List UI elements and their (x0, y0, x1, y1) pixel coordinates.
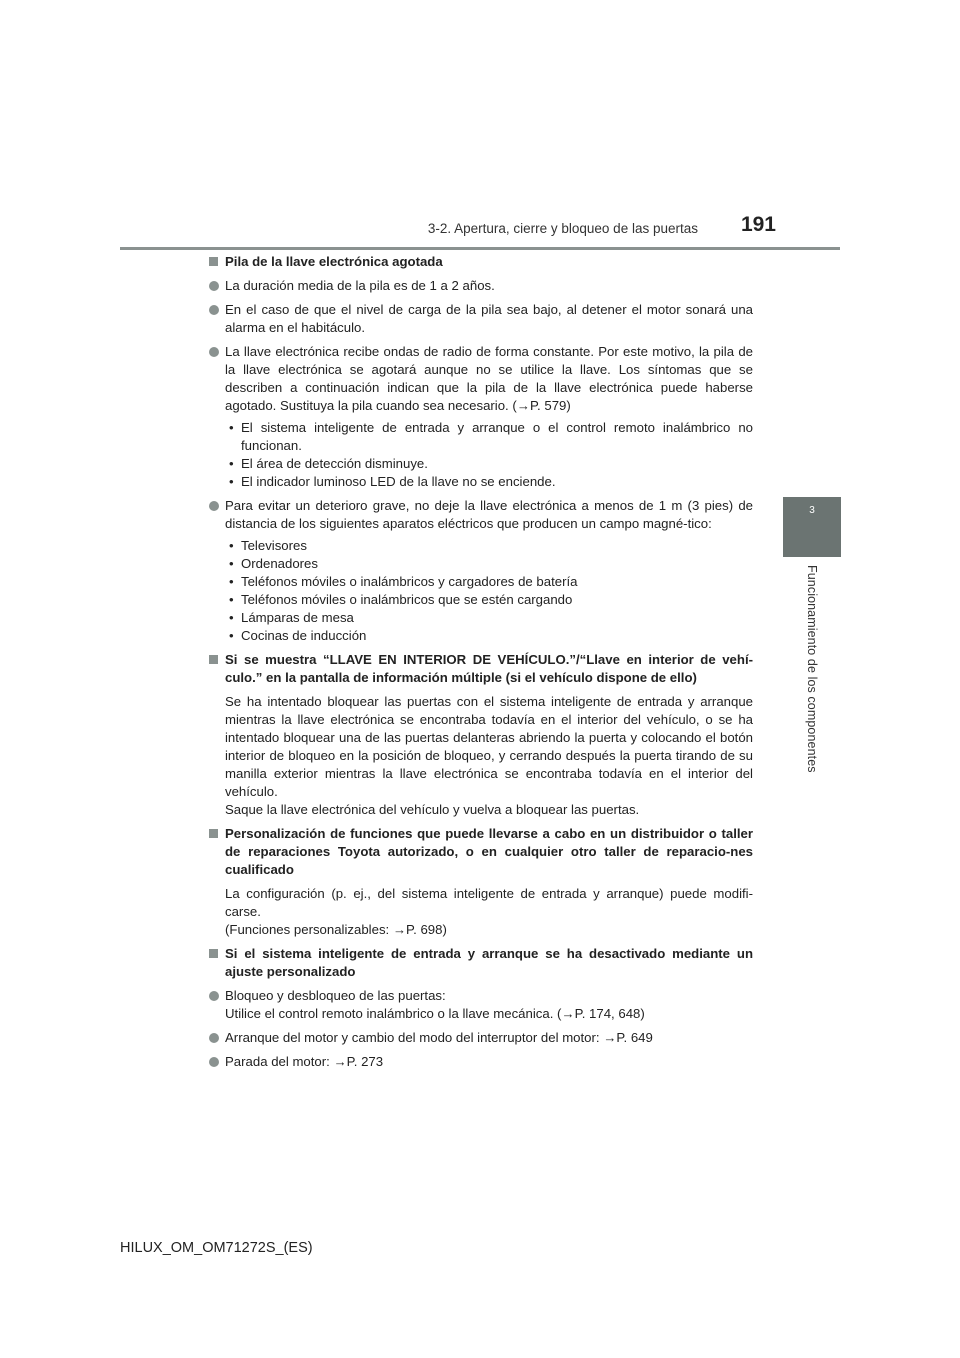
square-bullet-icon (209, 949, 218, 958)
appliance-list (225, 537, 753, 645)
list-item: • Ordenadores (229, 556, 318, 571)
paragraph-text: Saque la llave electrónica del vehículo y vuelva a bloquear las puertas. (225, 802, 640, 817)
section-heading (209, 945, 753, 981)
chapter-tab (783, 497, 841, 557)
section-heading (209, 825, 753, 879)
bullet-item (209, 1029, 753, 1047)
circle-bullet-icon (209, 501, 219, 511)
chapter-label-wrap (783, 565, 841, 780)
bullet-item (209, 277, 753, 295)
symptom-list (225, 419, 753, 491)
heading-text: Pila de la llave electrónica agotada (225, 254, 443, 269)
paragraph-text: La configuración (p. ej., del sistema inteligente de entrada y arranque) puede modifi-carse. (225, 886, 753, 919)
list-item: • Cocinas de inducción (229, 628, 367, 643)
bullet-text: Utilice el control remoto inalámbrico o la llave mecánica. (→P. 174, 648) (225, 1006, 645, 1021)
list-item: • Lámparas de mesa (229, 610, 354, 625)
bullet-item (209, 497, 753, 645)
circle-bullet-icon (209, 1033, 219, 1043)
page-header (120, 213, 840, 250)
circle-bullet-icon (209, 281, 219, 291)
section-heading (209, 651, 753, 687)
bullet-text: La llave electrónica recibe ondas de radio de forma constante. Por este motivo, la pila de la llave electrónica se agotará aunque no se utilice la llave. Los síntomas que se describen a continuación indican que la pila de la llave electrónica puede haberse agotado. Sustituya la pila cuando sea necesario. (→P. 579) (225, 344, 753, 413)
bullet-text: Para evitar un deterioro grave, no deje la llave electrónica a menos de 1 m (3 pies) de distancia de los siguientes aparatos eléctricos que producen un campo magné-tico: (225, 498, 753, 531)
list-item: • El área de detección disminuye. (229, 456, 428, 471)
page-number: 191 (740, 213, 776, 236)
heading-text: Personalización de funciones que puede llevarse a cabo en un distribuidor o taller de reparaciones Toyota autorizado, o en cualquier otro taller de reparacio-nes cualificado (225, 826, 753, 877)
main-content (209, 253, 753, 1077)
bullet-text: Bloqueo y desbloqueo de las puertas: (225, 988, 446, 1003)
bullet-text: La duración media de la pila es de 1 a 2 años. (225, 278, 495, 293)
circle-bullet-icon (209, 1057, 219, 1067)
list-item: • El indicador luminoso LED de la llave no se enciende. (229, 474, 556, 489)
list-item: • Teléfonos móviles o inalámbricos que se estén cargando (229, 592, 573, 607)
paragraph (209, 693, 753, 819)
header-section-title: 3-2. Apertura, cierre y bloqueo de las puertas (427, 221, 698, 236)
chapter-tab-number: 3 (809, 505, 815, 516)
bullet-item (209, 987, 753, 1023)
document-code-footer: HILUX_OM_OM71272S_(ES) (120, 1240, 313, 1256)
square-bullet-icon (209, 655, 218, 664)
circle-bullet-icon (209, 347, 219, 357)
paragraph (209, 885, 753, 939)
bullet-text: En el caso de que el nivel de carga de la pila sea bajo, al detener el motor sonará una alarma en el habitáculo. (225, 302, 753, 335)
chapter-label: Funcionamiento de los componentes (805, 565, 819, 773)
square-bullet-icon (209, 829, 218, 838)
heading-text: Si se muestra “LLAVE EN INTERIOR DE VEHÍCULO.”/“Llave en interior de vehí-culo.” en la pantalla de información múltiple (si el vehículo dispone de ello) (225, 652, 753, 685)
circle-bullet-icon (209, 305, 219, 315)
section-heading (209, 253, 753, 271)
bullet-text: Arranque del motor y cambio del modo del interruptor del motor: →P. 649 (225, 1030, 653, 1045)
bullet-item (209, 343, 753, 491)
paragraph-text: Se ha intentado bloquear las puertas con el sistema inteligente de entrada y arranque mientras la llave electrónica se encontraba todavía en el interior del vehículo, o se ha intentado bloquear una de las puertas delanteras abriendo la puerta y colocando el botón interior de bloqueo en la posición de bloqueo, y cerrando después la puerta tirando de su manilla exterior mientras la llave electrónica se encontraba todavía en el interior del vehículo. (225, 694, 753, 799)
square-bullet-icon (209, 257, 218, 266)
list-item: • El sistema inteligente de entrada y arranque o el control remoto inalámbrico no funcionan. (229, 420, 753, 453)
paragraph-text: (Funciones personalizables: →P. 698) (225, 922, 447, 937)
circle-bullet-icon (209, 991, 219, 1001)
list-item: • Televisores (229, 538, 307, 553)
bullet-text: Parada del motor: →P. 273 (225, 1054, 384, 1069)
bullet-item (209, 301, 753, 337)
list-item: • Teléfonos móviles o inalámbricos y cargadores de batería (229, 574, 578, 589)
bullet-item (209, 1053, 753, 1071)
heading-text: Si el sistema inteligente de entrada y arranque se ha desactivado mediante un ajuste personalizado (225, 946, 753, 979)
